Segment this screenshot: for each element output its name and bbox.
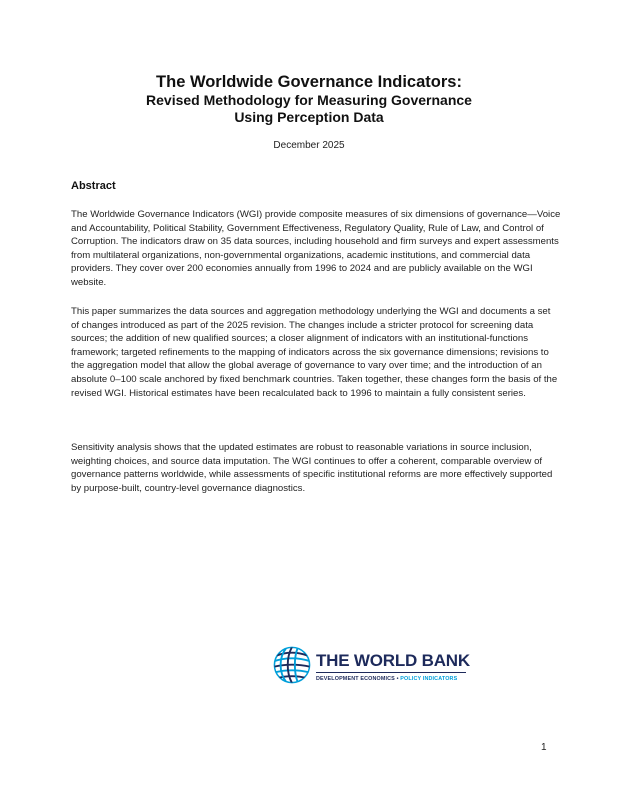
title-block <box>0 72 618 126</box>
abstract-paragraph-3: Sensitivity analysis shows that the updated estimates are robust to reasonable variations in source inclusion, weighting choices, and source data imputation. The WGI continues to offer a coherent, comparable overview of governance patterns worldwide, while assessments of specific institutional reforms are more effectively supported by purpose-built, country-level governance diagnostics. <box>71 442 553 494</box>
document-subtitle-line-1: Revised Methodology for Measuring Governance <box>146 92 472 108</box>
document-title: The Worldwide Governance Indicators: <box>156 73 462 91</box>
world-bank-wordmark: THE WORLD BANK <box>316 651 470 670</box>
abstract-paragraph-1: The Worldwide Governance Indicators (WGI) provide composite measures of six dimensions of governance—Voice and Accountability, Political Stability, Government Effectiveness, Regulatory Quality, Rule of Law, and Control of Corruption. The indicators draw on 35 data sources, including household and firm surveys and expert assessments from multilateral organizations, non-governmental organizations, academic institutions, and commercial data providers. They cover over 200 economies annually from 1996 to 2024 and are publicly available on the WGI website. <box>71 209 561 288</box>
page-number: 1 <box>541 742 547 753</box>
logo-tagline-separator: • <box>394 676 401 682</box>
world-bank-globe-icon <box>273 646 311 684</box>
document-subtitle-line-2: Using Perception Data <box>234 109 384 125</box>
logo-tagline-part-2: POLICY INDICATORS <box>400 676 458 682</box>
logo-divider <box>316 672 466 673</box>
document-date: December 2025 <box>273 140 345 151</box>
logo-tagline-part-1: DEVELOPMENT ECONOMICS <box>316 676 395 682</box>
abstract-heading: Abstract <box>71 180 116 192</box>
logo-tagline <box>316 676 457 682</box>
abstract-paragraph-2: This paper summarizes the data sources and aggregation methodology underlying the WGI and documents a set of changes introduced as part of the 2025 revision. The changes include a stricter protocol for screening data sources; the addition of new qualified sources; a closer alignment of indicators with an institutional-functions framework; targeted refinements to the mapping of indicators across the six governance dimensions; revisions to the aggregation model that allow the global average of governance to vary over time; and the introduction of an absolute 0–100 scale anchored by fixed benchmark countries. Taken together, these changes form the basis of the revised WGI. Historical estimates have been recalculated back to 1996 to maintain a fully consistent series. <box>71 306 558 399</box>
world-bank-logo <box>273 646 473 690</box>
